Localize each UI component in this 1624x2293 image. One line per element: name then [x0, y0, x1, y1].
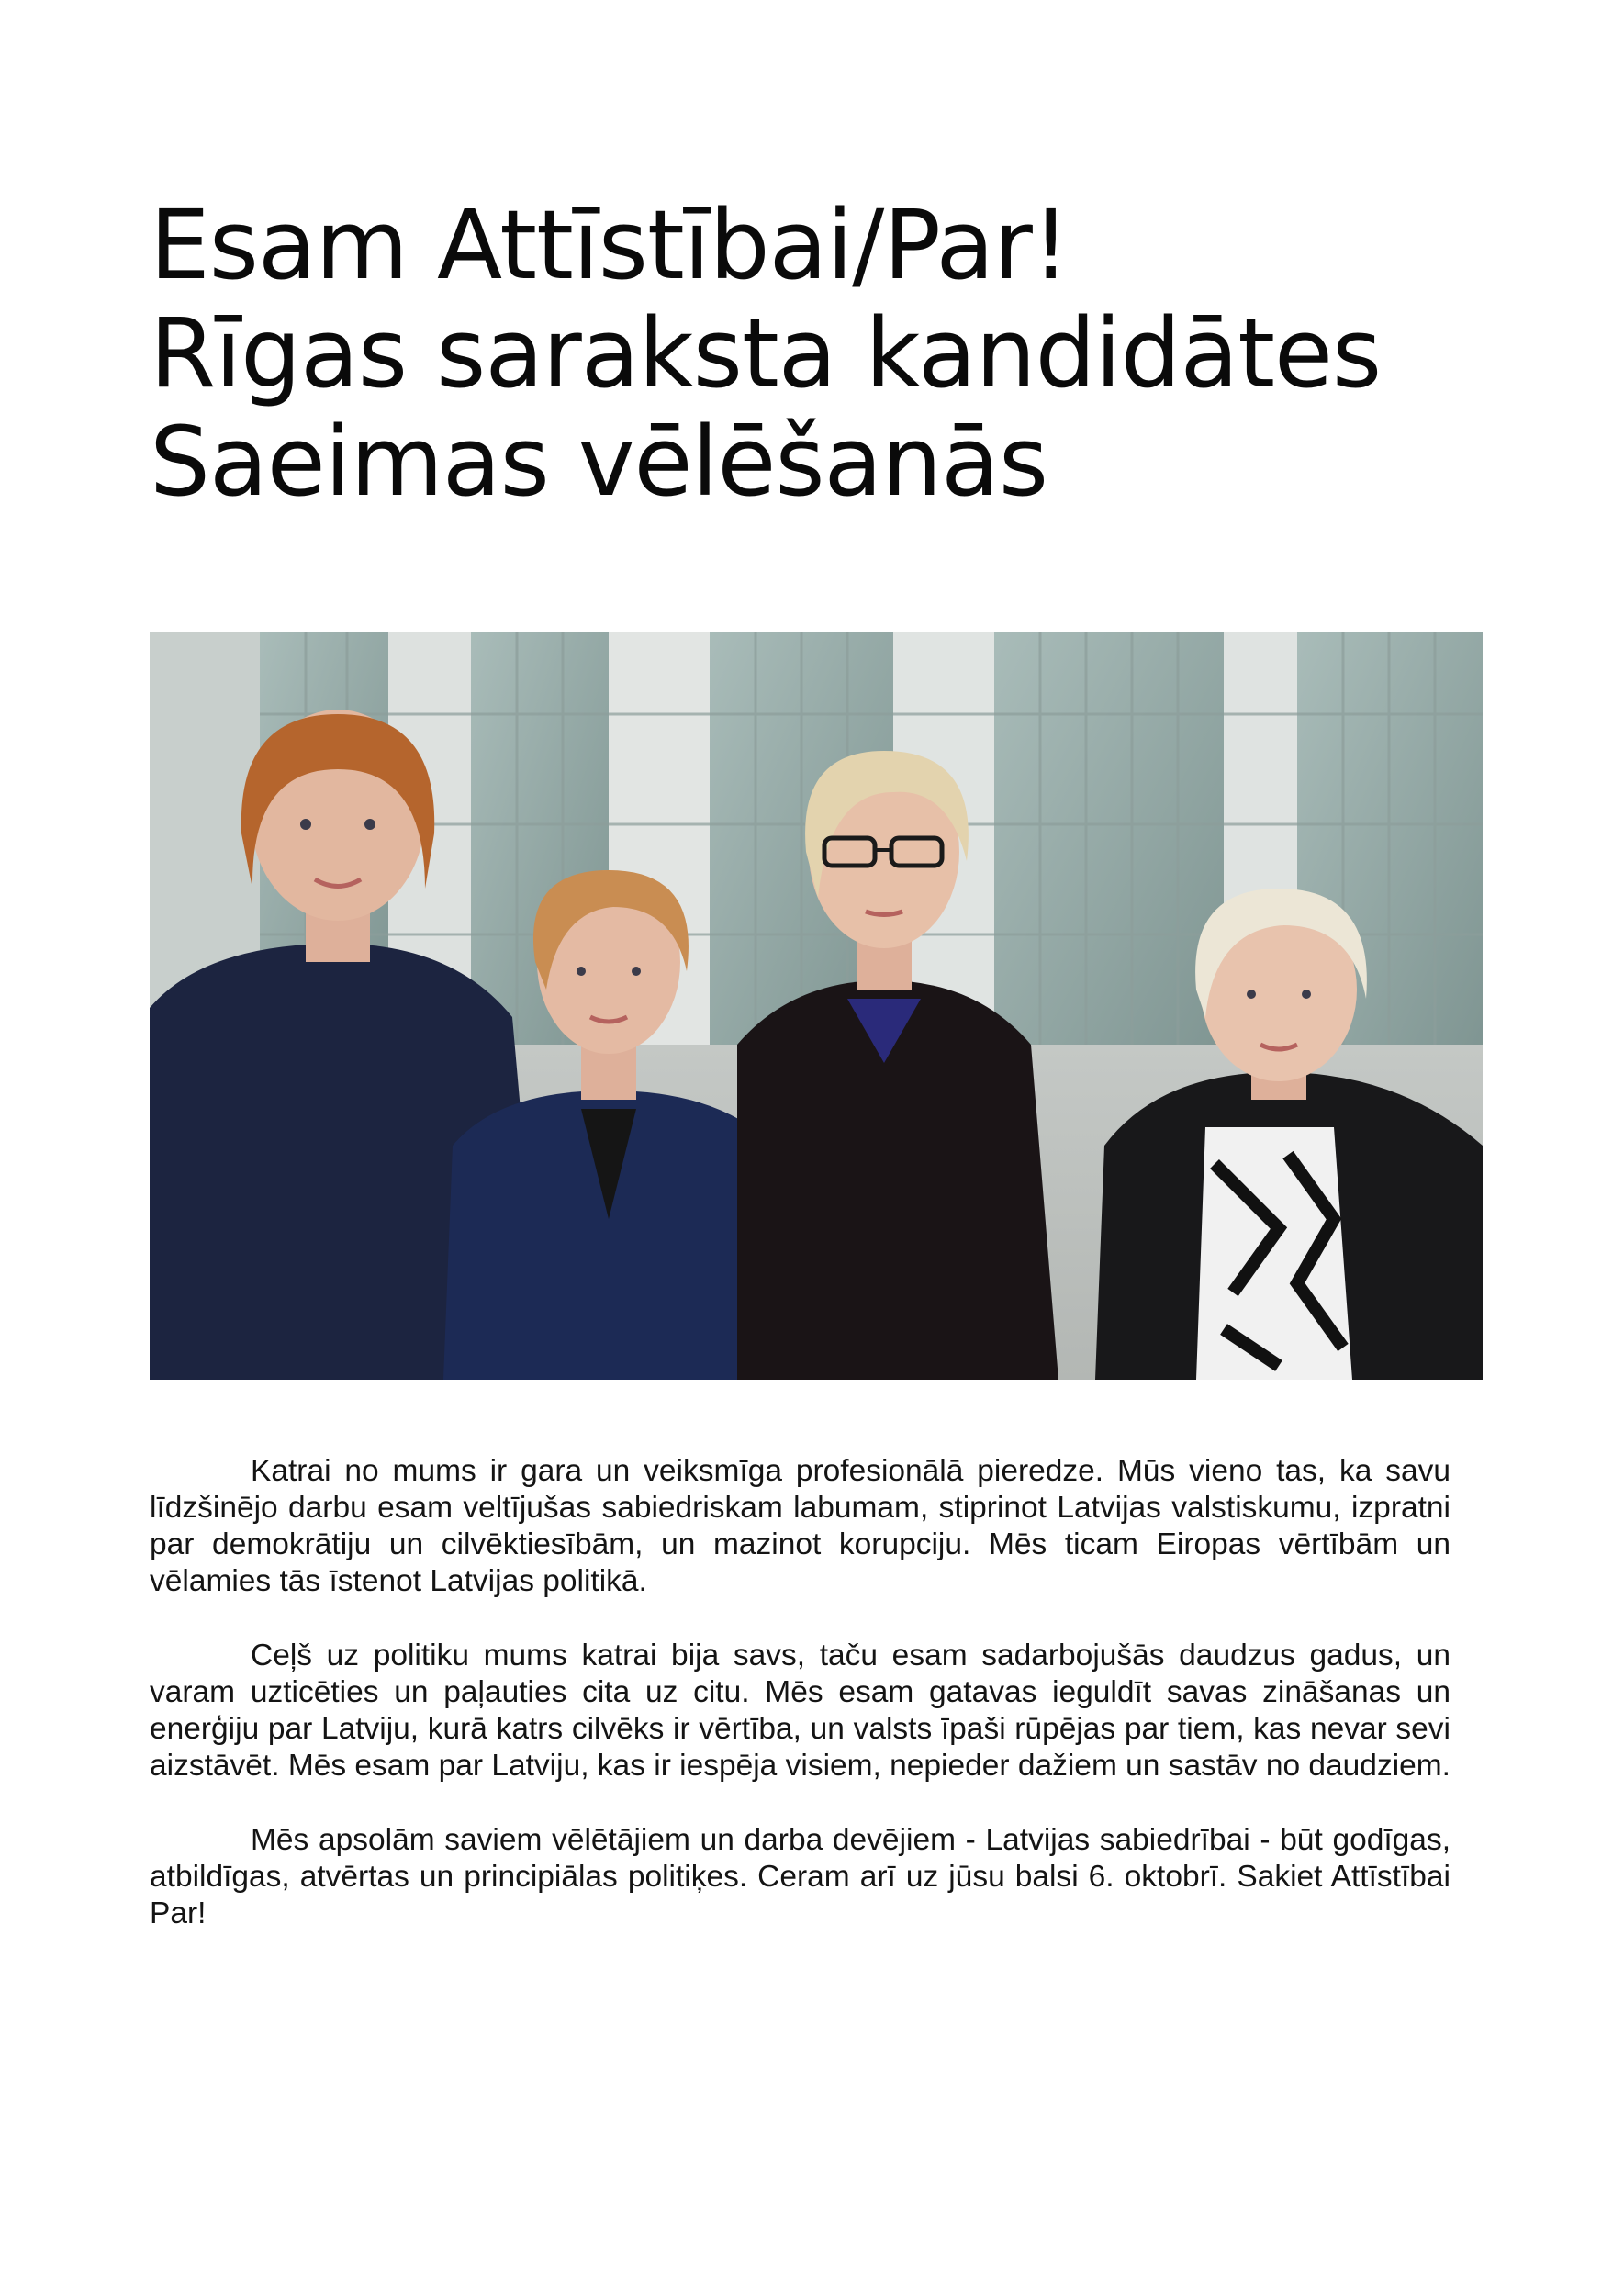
- title-line-2: Rīgas saraksta kandidātes: [150, 297, 1382, 409]
- paragraph-2: Ceļš uz politiku mums katrai bija savs, taču esam sadarbojušās daudzus gadus, un varam uzticēties un paļauties cita uz citu. Mēs esam gatavas ieguldīt savas zināšanas un enerģiju par Latviju, kurā katrs cilvēks ir vērtība, un valsts īpaši rūpējas par tiem, kas nevar sevi aizstāvēt. Mēs esam par Latviju, kas ir iespēja visiem, nepieder dažiem un sastāv no daudziem.: [150, 1639, 1450, 1783]
- four-women-portrait-icon: [150, 632, 1483, 1380]
- paragraph-1: Katrai no mums ir gara un veiksmīga profesionālā pieredze. Mūs vieno tas, ka savu līdzšinējo darbu esam veltījušas sabiedriskam labumam, stiprinot Latvijas valstiskumu, izpratni par demokrātiju un cilvēktiesībām, un mazinot korupciju. Mēs ticam Eiropas vērtībām un vēlamies tās īstenot Latvijas politikā.: [150, 1454, 1450, 1598]
- page-title: [150, 191, 1481, 516]
- paragraph-3: Mēs apsolām saviem vēlētājiem un darba devējiem - Latvijas sabiedrībai - būt godīgas, atbildīgas, atvērtas un principiālas politiķes. Ceram arī uz jūsu balsi 6. oktobrī. Sakiet Attīstībai Par!: [150, 1823, 1450, 1930]
- title-line-1: Esam Attīstībai/Par!: [150, 189, 1070, 301]
- body-text: [150, 1453, 1450, 1970]
- group-photo: [150, 632, 1483, 1380]
- title-line-3: Saeimas vēlēšanās: [150, 406, 1048, 518]
